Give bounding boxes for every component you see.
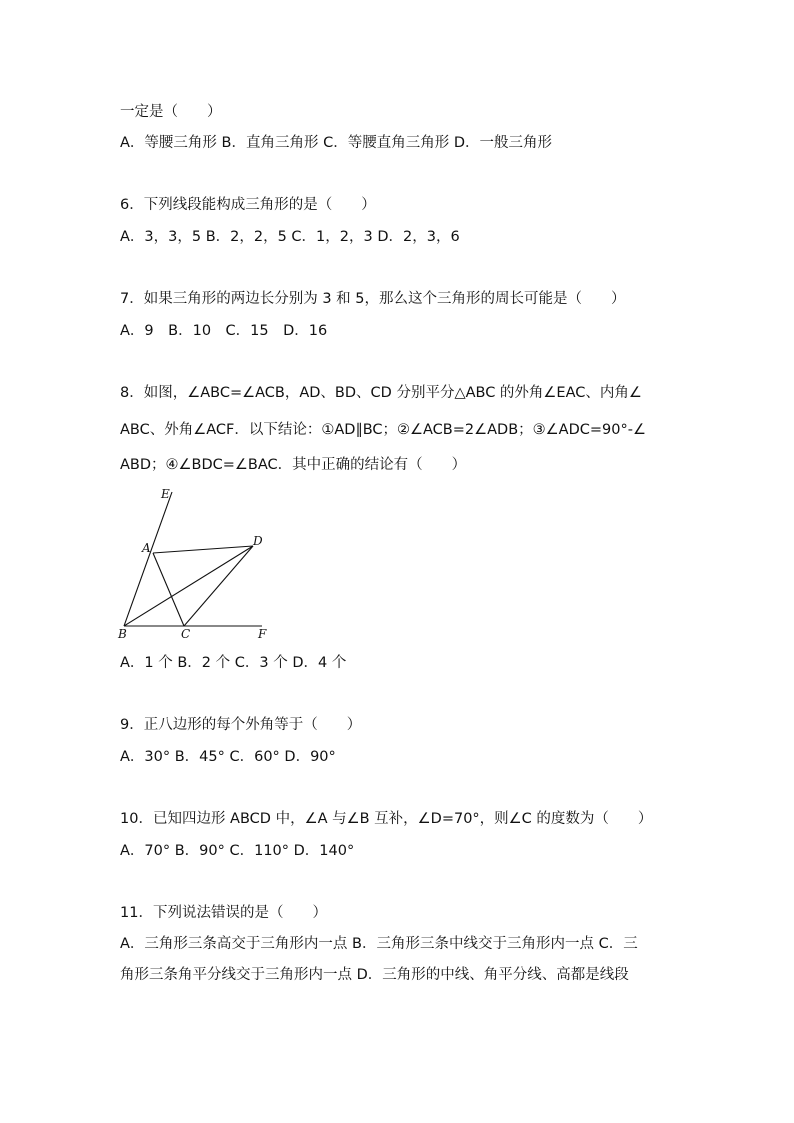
segment-CD	[184, 546, 253, 626]
segment-AD	[153, 546, 253, 553]
q8-geometry-figure	[112, 484, 282, 644]
label-C: C	[181, 627, 191, 641]
q6-options: A．3，3，5 B．2，2，5 C．1，2，3 D．2，3，6	[120, 229, 460, 245]
q8-stem-line-2: ABC、外角∠ACF．以下结论：①AD∥BC；②∠ACB=2∠ADB；③∠ADC=90°-∠	[120, 422, 646, 438]
label-B: B	[118, 627, 127, 641]
q8-options: A．1 个 B．2 个 C．3 个 D．4 个	[120, 655, 347, 671]
line-ray-BE	[124, 492, 172, 626]
q11-stem: 11．下列说法错误的是（ ）	[120, 905, 327, 921]
geometry-diagram	[112, 484, 282, 644]
q11-options-line-1: A．三角形三条高交于三角形内一点 B．三角形三条中线交于三角形内一点 C．三	[120, 936, 638, 952]
q8-stem-line-3: ABD；④∠BDC=∠BAC．其中正确的结论有（ ）	[120, 457, 467, 473]
q6-stem: 6．下列线段能构成三角形的是（ ）	[120, 197, 376, 213]
segment-AC	[153, 553, 184, 626]
q7-options: A．9 B．10 C．15 D．16	[120, 323, 328, 339]
q10-stem: 10．已知四边形 ABCD 中，∠A 与∠B 互补，∠D=70°，则∠C 的度数为（ ）	[120, 811, 653, 827]
label-E: E	[161, 487, 170, 501]
q5-options: A．等腰三角形 B．直角三角形 C．等腰直角三角形 D．一般三角形	[120, 135, 552, 151]
q9-stem: 9．正八边形的每个外角等于（ ）	[120, 717, 362, 733]
q8-stem-line-1: 8．如图，∠ABC=∠ACB，AD、BD、CD 分别平分△ABC 的外角∠EAC、内角∠	[120, 385, 642, 401]
q9-options: A．30° B．45° C．60° D．90°	[120, 749, 336, 765]
q11-options-line-2: 角形三条角平分线交于三角形内一点 D．三角形的中线、角平分线、高都是线段	[120, 967, 629, 983]
q10-options: A．70° B．90° C．110° D．140°	[120, 843, 355, 859]
label-F: F	[258, 627, 267, 641]
label-A: A	[142, 541, 151, 555]
q7-stem: 7．如果三角形的两边长分别为 3 和 5，那么这个三角形的周长可能是（ ）	[120, 291, 626, 307]
segment-BD	[124, 546, 253, 626]
label-D: D	[253, 534, 263, 548]
q5-stem-tail: 一定是（ ）	[120, 104, 222, 120]
